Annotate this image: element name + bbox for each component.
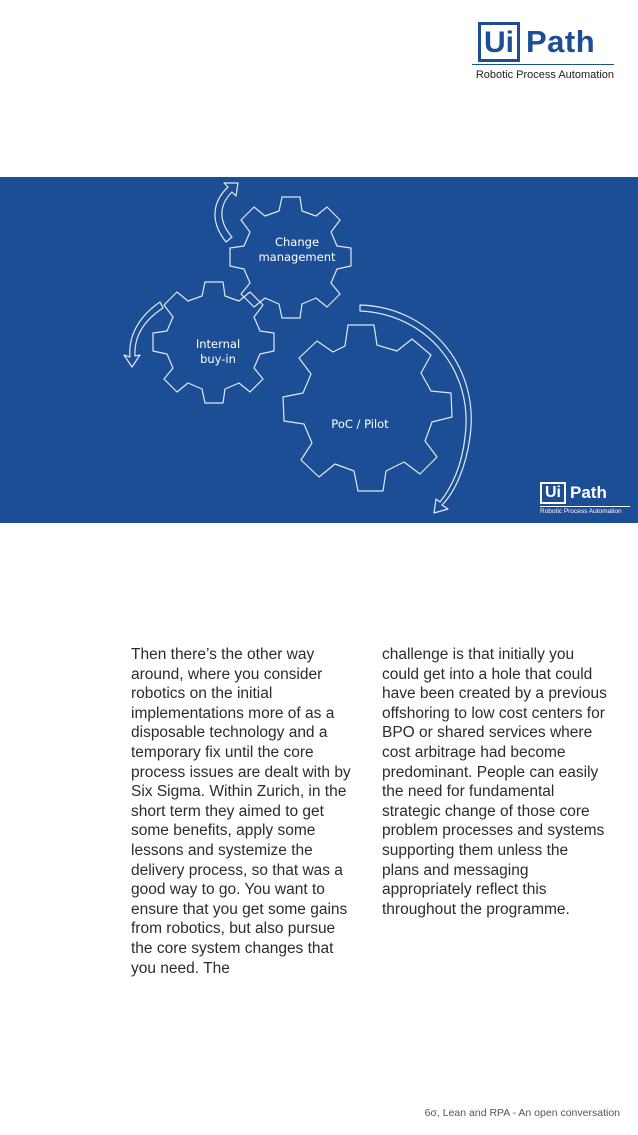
arrow-top-left (215, 183, 238, 242)
small-logo-word: Path (570, 483, 607, 502)
gear-label-poc-pilot: PoC / Pilot (331, 417, 389, 431)
arrow-right (360, 305, 471, 513)
gear-label-internal-buy-in: Internal buy-in (195, 337, 241, 366)
logo-tagline: Robotic Process Automation (472, 64, 614, 81)
logo-box: Ui (478, 22, 520, 62)
body-column-left: Then there’s the other way around, where you consider robotics on the initial implementations more of as a disposable technology and a temporary fix until the core process issues are dealt with by Six Sigma. Within Zurich, in the short term they aimed to get some benefits, apply some lessons and systemize the delivery process, so that was a good way to go. You want to ensure that you get some gains from robotics, but also pursue the core system changes that you need. The (131, 646, 351, 977)
gear-diagram-panel (0, 177, 638, 523)
logo-word: Path (526, 24, 596, 59)
uipath-logo (472, 22, 614, 84)
arrow-left (124, 302, 163, 367)
small-logo-box: Ui (540, 482, 566, 504)
gear-label-change-management: Change management (258, 235, 336, 264)
body-column-right: challenge is that initially you could get into a hole that could have been created by a previous offshoring to low cost centers for BPO or shared services where cost arbitrage had become predominant. People can easily the need for fundamental strategic change of those core problem processes and systems supporting them unless the plans and messaging appropriately reflect this throughout the programme. (382, 646, 607, 918)
small-logo-tagline: Robotic Process Automation (540, 506, 630, 515)
gear-diagram (0, 177, 638, 523)
footer-caption: 6σ, Lean and RPA - An open conversation (424, 1107, 620, 1119)
uipath-logo-small (540, 482, 630, 514)
gear-right-outline (283, 325, 452, 491)
